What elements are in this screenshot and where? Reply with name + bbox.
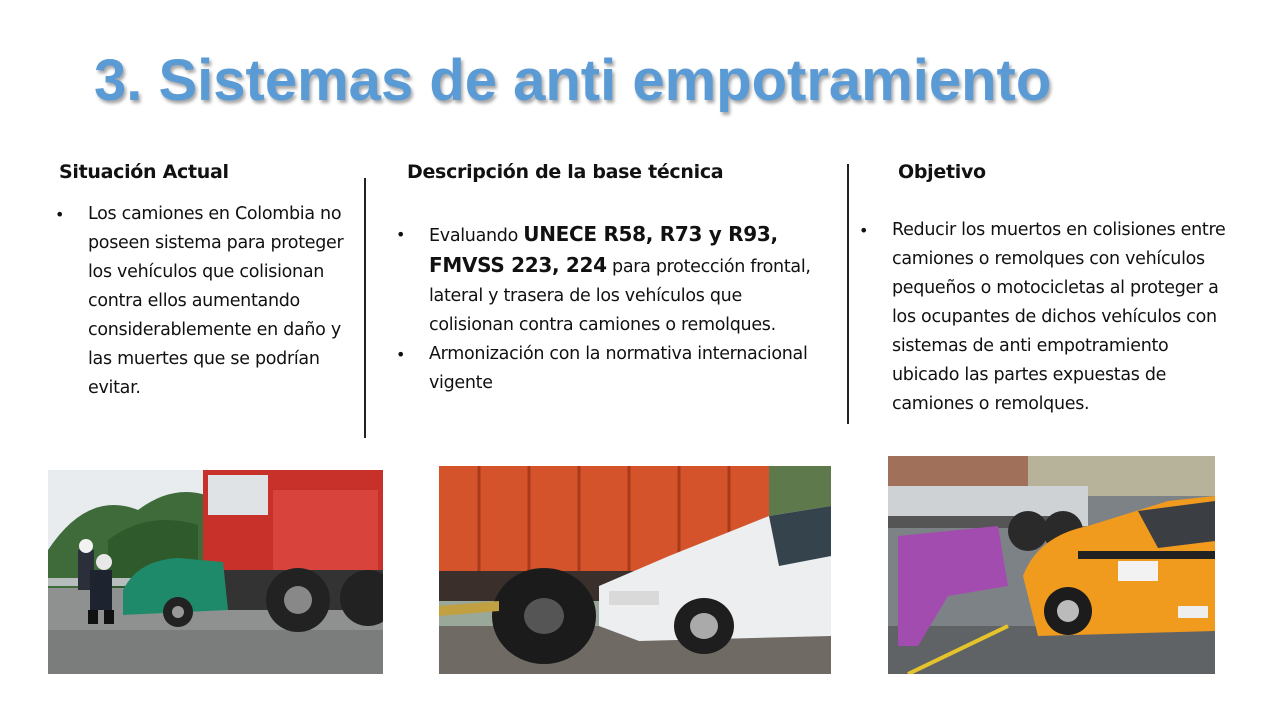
column-divider-left [364, 178, 366, 438]
bullet-text: Los camiones en Colombia no poseen sistema para proteger los vehículos que colisionan contra ellos aumentando considerablemente en daño y las muertes que se podrían evitar. [88, 204, 344, 398]
list-item [396, 220, 826, 340]
bullet-list-objetivo [859, 216, 1239, 419]
bullet-dot: • [396, 225, 406, 244]
list-item [859, 216, 1239, 419]
bullet-text-prefix: Evaluando [429, 226, 524, 246]
list-item [396, 340, 826, 398]
bullet-list-base-tecnica [396, 220, 826, 398]
crash-test-orange-taxi-trailer-photo [888, 456, 1215, 674]
orange-truck-white-car-collision-photo [439, 466, 831, 674]
bullet-text: Armonización con la normativa internacional vigente [429, 344, 808, 393]
bullet-dot: • [55, 205, 65, 224]
heading-objetivo: Objetivo [898, 161, 986, 183]
heading-situacion-actual: Situación Actual [59, 161, 229, 183]
bullet-text-suffix: para protección frontal, lateral y trasera de los vehículos que colisionan contra camiones o remolques. [429, 257, 811, 335]
bullet-dot: • [396, 345, 406, 364]
bullet-text: Reducir los muertos en colisiones entre camiones o remolques con vehículos pequeños o motocicletas al proteger a los ocupantes de dichos vehículos con sistemas de anti empotramiento ubicado las partes expuestas de camiones o remolques. [892, 220, 1226, 414]
heading-base-tecnica: Descripción de la base técnica [407, 161, 724, 183]
list-item [55, 200, 355, 403]
column-divider-right [847, 164, 849, 424]
red-truck-green-car-collision-photo [48, 470, 383, 674]
bullet-dot: • [859, 221, 869, 240]
bullet-text-regulations: UNECE R58, R73 y R93, FMVSS 223, 224 [429, 222, 778, 277]
slide-title: 3. Sistemas de anti empotramiento [94, 48, 1052, 113]
bullet-list-situacion [55, 200, 355, 403]
